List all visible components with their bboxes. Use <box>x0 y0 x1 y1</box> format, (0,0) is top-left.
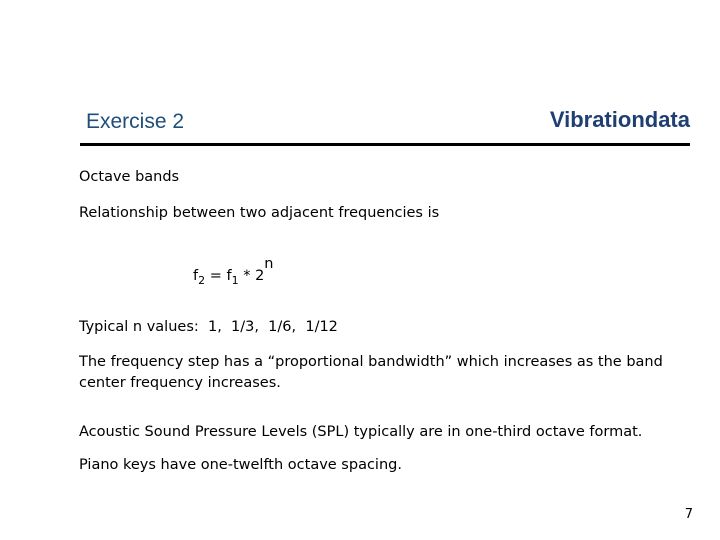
formula-f2-subscript: 2 <box>198 274 206 287</box>
section-heading: Octave bands <box>79 169 180 185</box>
formula-base: 2 <box>255 268 265 284</box>
formula-f2: f <box>193 268 199 284</box>
header-divider <box>80 143 690 146</box>
piano-text: Piano keys have one-twelfth octave spacing. <box>79 457 402 473</box>
relationship-text: Relationship between two adjacent frequencies is <box>79 205 440 221</box>
page-number: 7 <box>684 507 693 522</box>
spl-text: Acoustic Sound Pressure Levels (SPL) typically are in one-third octave format. <box>79 424 643 440</box>
bandwidth-paragraph: The frequency step has a “proportional bandwidth” which increases as the band center frequency increases. <box>79 354 663 391</box>
formula-exponent: n <box>264 256 274 272</box>
formula-times: * <box>238 268 256 284</box>
typical-values-text: Typical n values: 1, 1/3, 1/6, 1/12 <box>79 319 338 335</box>
octave-formula <box>193 244 274 301</box>
formula-equals: = <box>205 268 227 284</box>
formula-f1-subscript: 1 <box>231 274 239 287</box>
formula-f1: f <box>226 268 232 284</box>
brand-logo-text: Vibrationdata <box>549 107 690 132</box>
slide-title: Exercise 2 <box>86 110 185 133</box>
